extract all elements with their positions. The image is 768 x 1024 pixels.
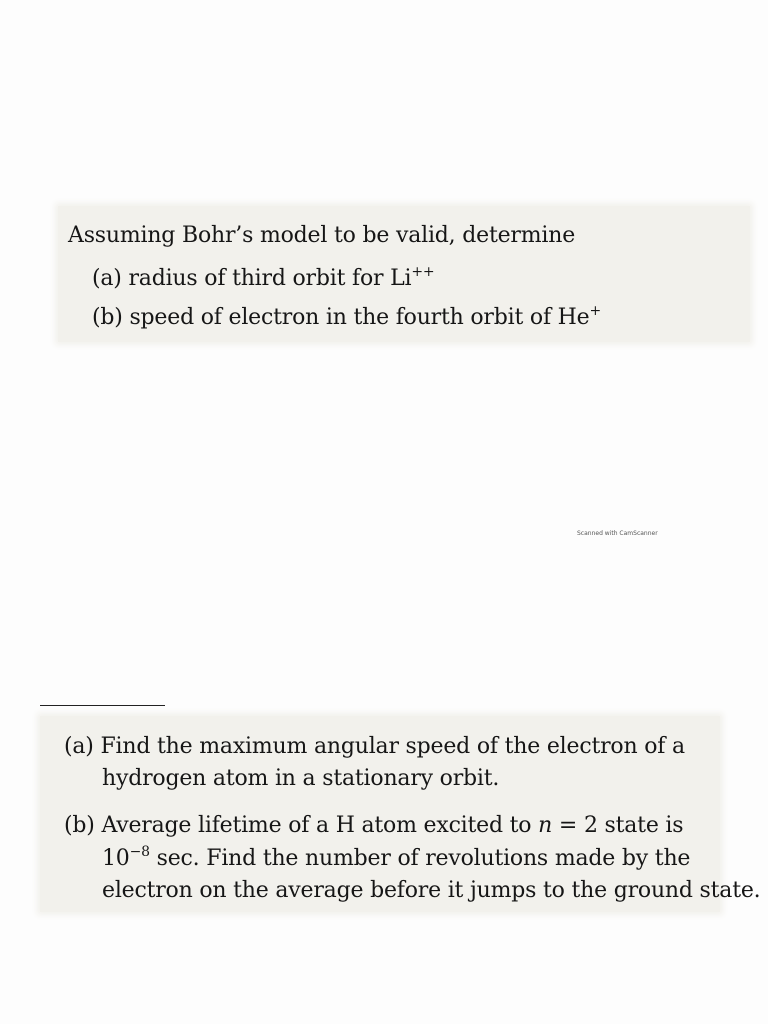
part-a-text: radius of third orbit for Li	[128, 266, 412, 291]
problem-2-part-b-text-3: electron on the average before it jumps to the ground state.	[102, 878, 761, 903]
scanner-watermark: Scanned with CamScanner	[577, 530, 658, 537]
problem-2-part-a-line-2	[102, 766, 499, 792]
problem-2-part-b-text-1a: Average lifetime of a H atom excited to	[101, 813, 539, 838]
part-b-charge: +	[589, 303, 602, 319]
problem-2-part-b-label: (b)	[64, 813, 95, 838]
problem-2-part-a-text-1: Find the maximum angular speed of the electron of a	[100, 734, 685, 759]
lifetime-exponent: −8	[129, 844, 150, 860]
problem-1-intro: Assuming Bohr’s model to be valid, determine	[68, 223, 576, 248]
part-a-label: (a)	[92, 266, 122, 291]
problem-2-part-b-text-1b: = 2 state is	[552, 813, 684, 838]
problem-2-part-a-label: (a)	[64, 734, 94, 759]
problem-2-part-a-line-1	[64, 734, 685, 760]
problem-2-part-a-text-2: hydrogen atom in a stationary orbit.	[102, 766, 500, 791]
problem-2-part-b-line-3	[102, 878, 760, 904]
problem-2-part-b-line-2	[102, 846, 690, 872]
problem-1-part-a	[92, 266, 434, 292]
part-b-label: (b)	[92, 305, 123, 330]
separator-rule	[40, 705, 165, 706]
part-a-charge: ++	[411, 264, 435, 280]
lifetime-base: 10	[102, 846, 130, 871]
problem-1-part-b	[92, 305, 601, 331]
problem-2-part-b-line-1	[64, 813, 683, 839]
quantum-number-n: n	[538, 813, 553, 838]
part-b-text: speed of electron in the fourth orbit of He	[129, 305, 590, 330]
problem-2-part-b-text-2: sec. Find the number of revolutions made by the	[149, 846, 691, 871]
